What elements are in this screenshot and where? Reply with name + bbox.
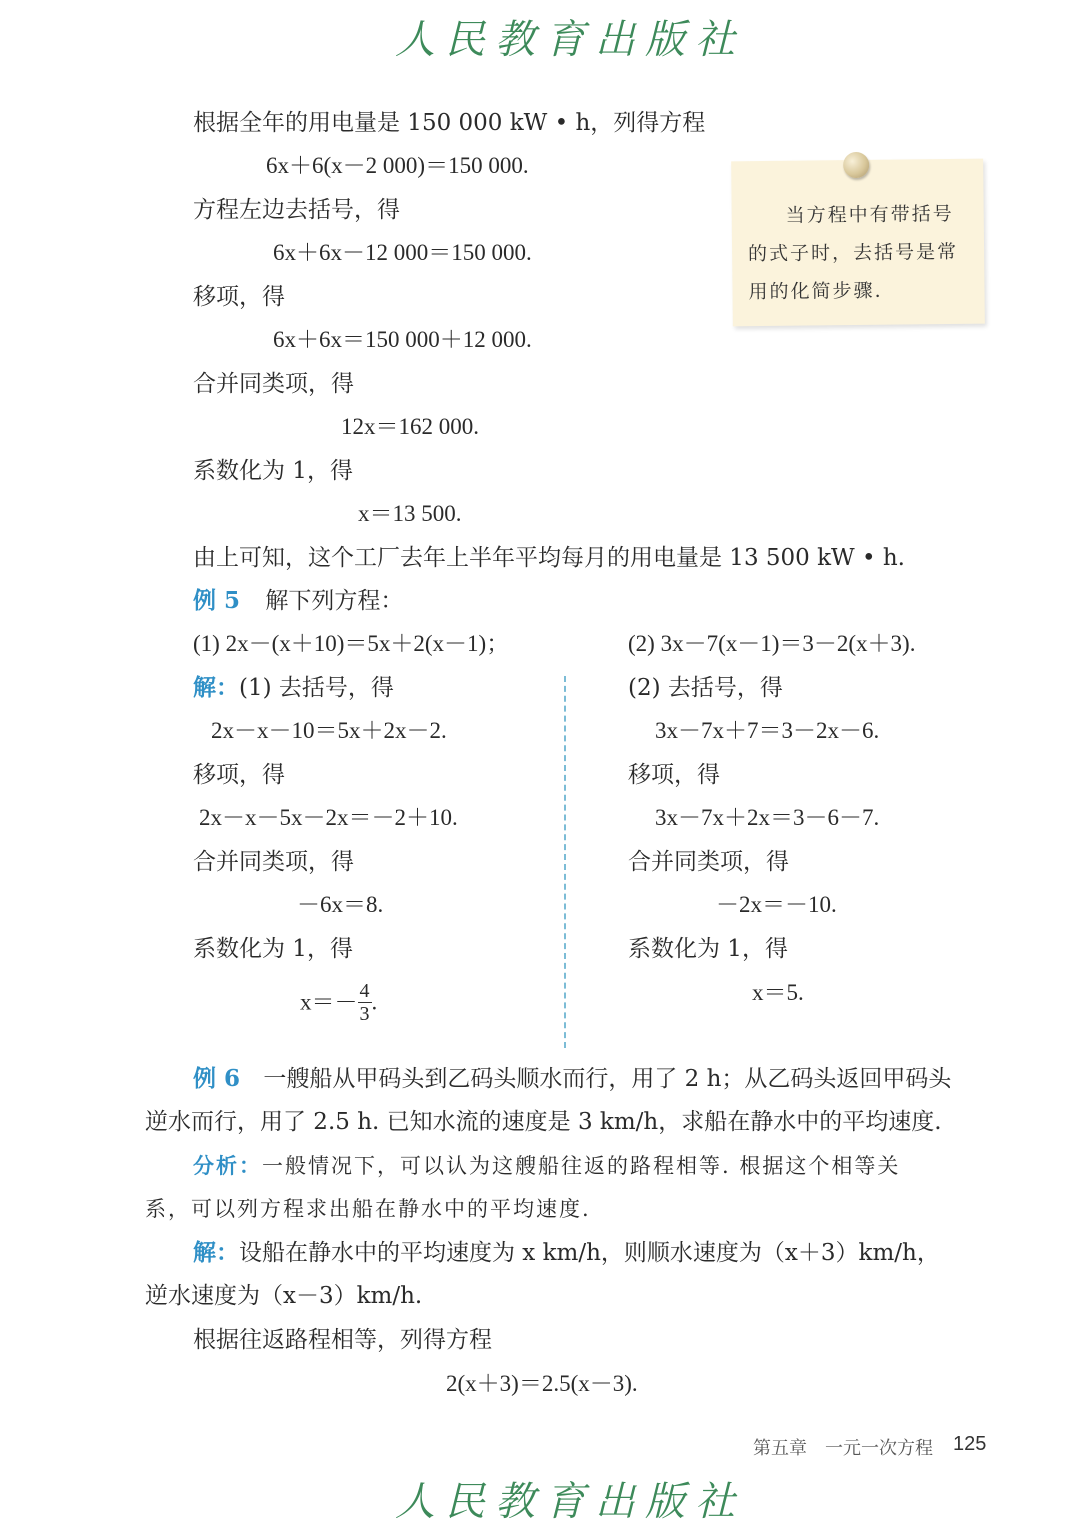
example-5-title: 解下列方程： (265, 588, 404, 614)
right-equation-1: 3x－7x＋7＝3－2x－6. (655, 718, 880, 743)
column-divider (564, 676, 566, 1048)
page-number: 125 (953, 1433, 987, 1455)
solution-text-1: 设船在静水中的平均速度为 x km/h，则顺水速度为（x＋3）km/h， (239, 1240, 940, 1266)
fraction-denominator: 3 (359, 1003, 370, 1025)
equation-2: 6x＋6x－12 000＝150 000. (273, 240, 532, 265)
left-equation-1: 2x－x－10＝5x＋2x－2. (211, 718, 447, 743)
text-line-6: 由上可知，这个工厂去年上半年平均每月的用电量是 13 500 kW • h. (193, 545, 905, 571)
example-6-label: 例 6 (193, 1065, 241, 1092)
fraction-numerator: 4 (359, 980, 370, 1002)
right-equation-2: 3x－7x＋2x＝3－6－7. (655, 805, 880, 830)
example-6-text-1: 一艘船从甲码头到乙码头顺水而行，用了 2 h；从乙码头返回甲码头 (263, 1066, 952, 1092)
left-step-4: 系数化为 1，得 (193, 936, 353, 962)
example-5-heading (193, 586, 403, 616)
left-step-2: 移项，得 (193, 762, 285, 788)
text-line-2: 方程左边去括号，得 (193, 197, 400, 223)
text-line-1: 根据全年的用电量是 150 000 kW • h，列得方程 (193, 110, 706, 136)
solution-line-1 (193, 1238, 940, 1268)
left-equation-4 (300, 980, 377, 1025)
example-5-label: 例 5 (193, 587, 241, 614)
analysis-line-2: 系，可以列方程求出船在静水中的平均速度. (145, 1197, 591, 1221)
example-6-line-2: 逆水而行，用了 2.5 h. 已知水流的速度是 3 km/h，求船在静水中的平均速度. (145, 1109, 942, 1135)
solution-6-label: 解： (193, 1239, 239, 1266)
left-equation-4-post: . (371, 989, 378, 1015)
text-line-3: 移项，得 (193, 284, 285, 310)
equation-5: x＝13 500. (358, 501, 462, 526)
left-step-1-text: (1) 去括号，得 (239, 675, 394, 701)
side-note-text: 当方程中有带括号的式子时，去括号是常用的化简步骤. (748, 202, 959, 304)
analysis-text-1: 一般情况下，可以认为这艘船往返的路程相等. 根据这个相等关 (262, 1154, 901, 1178)
publisher-logo-header: 人民教育出版社 (395, 17, 745, 63)
example-5-question-2: (2) 3x－7(x－1)＝3－2(x＋3). (628, 631, 916, 656)
fraction (358, 980, 372, 1025)
pushpin-icon (843, 152, 869, 178)
example-5-question-1: (1) 2x－(x＋10)＝5x＋2(x－1)； (193, 631, 510, 656)
left-equation-4-pre: x＝－ (300, 989, 358, 1015)
analysis-label: 分析： (193, 1153, 262, 1178)
side-note (731, 159, 985, 327)
left-step-3: 合并同类项，得 (193, 849, 354, 875)
left-step-1 (193, 673, 394, 703)
example-6-line-1 (193, 1064, 951, 1094)
text-line-4: 合并同类项，得 (193, 371, 354, 397)
right-equation-4: x＝5. (752, 980, 804, 1005)
equation-1: 6x＋6(x－2 000)＝150 000. (266, 153, 529, 178)
right-step-1: (2) 去括号，得 (628, 675, 783, 701)
left-equation-2: 2x－x－5x－2x＝－2＋10. (199, 805, 458, 830)
right-equation-3: －2x＝－10. (716, 892, 837, 917)
right-step-2: 移项，得 (628, 762, 720, 788)
text-line-5: 系数化为 1，得 (193, 458, 353, 484)
solution-label: 解： (193, 674, 239, 701)
chapter-title: 第五章 一元一次方程 (753, 1438, 933, 1459)
right-step-4: 系数化为 1，得 (628, 936, 788, 962)
equation-4: 12x＝162 000. (341, 414, 479, 439)
example-6-equation: 2(x＋3)＝2.5(x－3). (446, 1371, 638, 1396)
solution-line-2: 逆水速度为（x－3）km/h. (145, 1283, 423, 1309)
left-equation-3: －6x＝8. (297, 892, 384, 917)
equation-3: 6x＋6x＝150 000＋12 000. (273, 327, 532, 352)
solution-line-3: 根据往返路程相等，列得方程 (193, 1327, 492, 1353)
right-step-3: 合并同类项，得 (628, 849, 789, 875)
publisher-logo-footer: 人民教育出版社 (395, 1479, 745, 1525)
analysis-line-1 (193, 1151, 900, 1181)
